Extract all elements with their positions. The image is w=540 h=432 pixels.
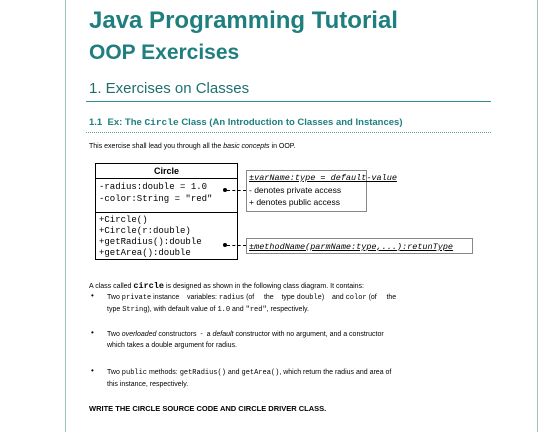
code: String bbox=[122, 306, 148, 314]
list-item-line bbox=[107, 292, 396, 304]
list-item bbox=[107, 329, 384, 351]
subsection-heading bbox=[89, 117, 403, 128]
description-lead bbox=[89, 281, 364, 291]
text: ), with default value of bbox=[147, 306, 218, 313]
document-subtitle: OOP Exercises bbox=[89, 41, 240, 64]
list-item-line bbox=[107, 367, 391, 379]
code: radius bbox=[218, 294, 245, 302]
uml-operation: +getRadius():double bbox=[99, 237, 202, 247]
emphasis: overloaded bbox=[121, 331, 157, 338]
lead-class: circle bbox=[133, 281, 164, 291]
uml-operation: +getArea():double bbox=[99, 248, 191, 258]
text: methods: bbox=[147, 369, 180, 376]
list-item-line bbox=[107, 304, 396, 316]
code: public bbox=[121, 369, 148, 377]
code: getRadius() bbox=[179, 369, 226, 377]
uml-operation: +Circle(r:double) bbox=[99, 226, 191, 236]
intro-before: This exercise shall lead you through all the bbox=[89, 143, 222, 150]
subsection-class-name: Circle bbox=[144, 117, 179, 128]
text: (of the bbox=[366, 294, 397, 301]
private-note: - denotes private access bbox=[249, 185, 342, 195]
text: Two bbox=[107, 369, 122, 376]
emphasis: default bbox=[212, 331, 234, 338]
list-item bbox=[107, 367, 391, 390]
method-notation-note bbox=[246, 238, 473, 254]
connector-line bbox=[227, 190, 246, 191]
text: type bbox=[107, 306, 123, 313]
uml-operation: +Circle() bbox=[99, 215, 148, 225]
code: double bbox=[296, 294, 322, 302]
page-margin-line bbox=[537, 0, 538, 432]
bullet-marker: • bbox=[91, 328, 94, 337]
list-item-line: which takes a double argument for radius. bbox=[107, 342, 237, 349]
section-heading: 1. Exercises on Classes bbox=[89, 80, 250, 97]
uml-attributes bbox=[96, 179, 237, 213]
intro-emphasis: basic concepts bbox=[223, 143, 270, 150]
attribute-format: ±varName:type = default-value bbox=[249, 173, 397, 183]
code: "red" bbox=[245, 306, 267, 314]
code: color bbox=[345, 294, 367, 302]
text: instance variables: bbox=[151, 294, 219, 301]
code: 1.0 bbox=[217, 306, 231, 314]
text: and bbox=[225, 369, 242, 376]
subsection-divider bbox=[86, 132, 491, 133]
uml-operations bbox=[96, 213, 237, 259]
uml-attribute: -color:String = "red" bbox=[99, 194, 213, 204]
uml-attribute: -radius:double = 1.0 bbox=[99, 182, 208, 192]
text: (of the type bbox=[244, 294, 297, 301]
list-item-line: this instance, respectively. bbox=[107, 381, 189, 388]
lead-before: A class called bbox=[89, 283, 132, 290]
text: , respectively. bbox=[266, 306, 309, 313]
bullet-marker: • bbox=[91, 366, 94, 375]
list-item-line bbox=[107, 329, 384, 340]
text: Two bbox=[107, 331, 122, 338]
uml-class-name: Circle bbox=[96, 164, 237, 179]
document-title: Java Programming Tutorial bbox=[89, 7, 398, 34]
text: constructors - a bbox=[156, 331, 213, 338]
list-item bbox=[107, 292, 396, 316]
bullet-marker: • bbox=[91, 291, 94, 300]
code: private bbox=[121, 294, 152, 302]
text: and bbox=[230, 306, 246, 313]
subsection-suffix: Class (An Introduction to Classes and Instances) bbox=[181, 117, 403, 128]
page-margin-line bbox=[65, 0, 66, 432]
attribute-notation-note bbox=[246, 170, 397, 212]
connector-line bbox=[227, 245, 246, 246]
intro-after: in OOP. bbox=[271, 143, 296, 150]
section-divider bbox=[86, 101, 491, 102]
code: getArea() bbox=[241, 369, 280, 377]
lead-after: is designed as shown in the following class diagram. It contains: bbox=[165, 283, 364, 290]
uml-class-diagram bbox=[95, 163, 238, 260]
intro-text bbox=[89, 143, 296, 150]
subsection-prefix: Ex: The bbox=[107, 117, 142, 128]
text: ) and bbox=[321, 294, 346, 301]
text: constructor with no argument, and a constructor bbox=[233, 331, 384, 338]
public-note: + denotes public access bbox=[249, 197, 340, 207]
task-instruction: WRITE THE CIRCLE SOURCE CODE AND CIRCLE DRIVER CLASS. bbox=[89, 404, 327, 413]
subsection-number: 1.1 bbox=[89, 117, 103, 128]
text: , which return the radius and area of bbox=[279, 369, 392, 376]
method-format: ±methodName(parmName:type,...):retunType bbox=[249, 242, 454, 252]
text: Two bbox=[107, 294, 122, 301]
